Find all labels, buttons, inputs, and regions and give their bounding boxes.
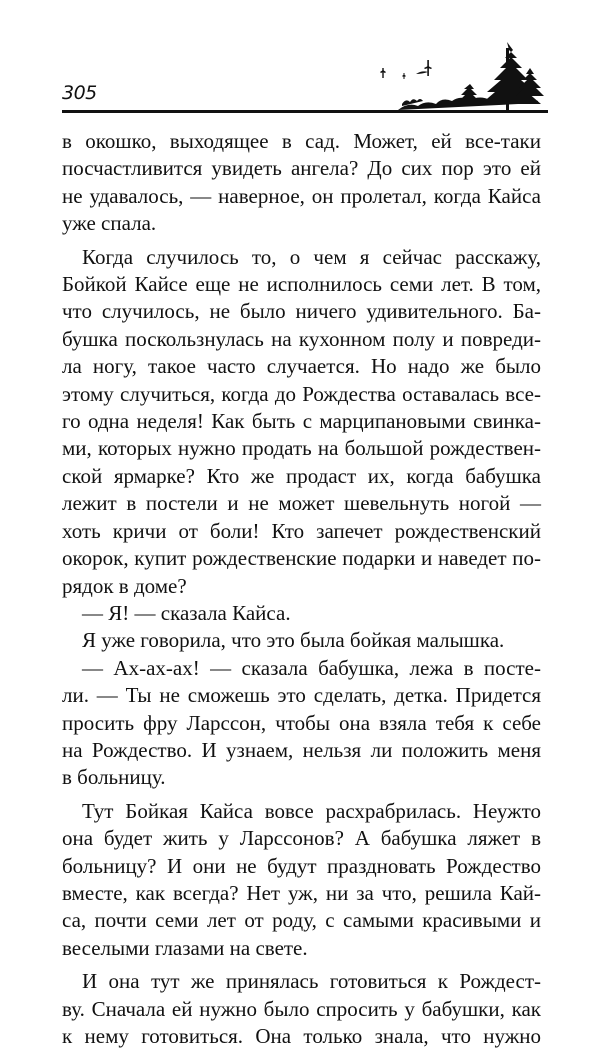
text-line: бушка поскользнулась на кухонном полу и повреди- <box>62 326 541 351</box>
pine-trees-and-birds-icon <box>358 38 548 112</box>
paragraph <box>62 798 541 962</box>
text-line: ской ярмарке? Кто же продаст их, когда бабушка <box>62 463 541 488</box>
text-line: са, почти семи лет от роду, с самыми красивыми и <box>62 908 541 933</box>
text-line: ву. Сначала ей нужно было спросить у бабушки, как <box>62 996 541 1021</box>
text-line: лежит в постели и не может шевельнуть ногой — <box>62 491 541 516</box>
text-line: больницу? И они не будут праздновать Рождество <box>62 853 541 878</box>
text-line: Я уже говорила, что это была бойкая малышка. <box>82 628 505 653</box>
text-line: хоть кричи от боли! Кто запечет рождественский <box>62 518 541 543</box>
paragraph <box>62 244 541 600</box>
text-line: не удавалось, — наверное, он пролетал, когда Кайса <box>62 183 541 208</box>
text-line: — Я! — сказала Кайса. <box>82 600 291 625</box>
text-line: — Ах-ах-ах! — сказала бабушка, лежа в посте- <box>82 655 541 680</box>
text-line: этому случиться, когда до Рождества оставалась все- <box>62 381 541 406</box>
text-line: на Рождество. И узнаем, нельзя ли положить меня <box>62 737 541 762</box>
text-line: что случилось, не было ничего удивительного. Ба- <box>62 299 541 324</box>
text-line: ли. — Ты не сможешь это сделать, детка. Придется <box>62 683 541 708</box>
text-line: вместе, как всегда? Нет уж, ни за что, решила Кай- <box>62 880 541 905</box>
text-line: Бойкой Кайсе еще не исполнилось семи лет. В том, <box>62 272 541 297</box>
text-line: она будет жить у Ларссонов? А бабушка ляжет в <box>62 826 541 851</box>
page-header <box>62 38 548 118</box>
paragraph <box>62 128 541 238</box>
text-line: в окошко, выходящее в сад. Может, ей все-таки <box>62 129 541 153</box>
text-line: ла ногу, такое часто случается. Но надо же было <box>62 354 541 379</box>
paragraph <box>62 600 541 627</box>
paragraph <box>62 968 541 1050</box>
text-line: окорок, купит рождественские подарки и наведет по- <box>62 546 541 571</box>
text-line: рядок в доме? <box>62 573 187 598</box>
text-line: посчастливится увидеть ангела? До сих пор это ей <box>62 156 541 181</box>
text-line: ми, которых нужно продать на большой рождествен- <box>62 436 541 461</box>
text-line: го одна неделя! Как быть с марципановыми свинка- <box>62 409 541 434</box>
text-line: уже спала. <box>62 211 157 236</box>
header-rule <box>62 110 548 113</box>
paragraph <box>62 655 541 792</box>
text-line: в больницу. <box>62 765 166 790</box>
paragraph <box>62 627 541 654</box>
text-line: к нему готовиться. Она только знала, что нужно <box>62 1024 541 1048</box>
text-line: веселыми глазами на свете. <box>62 935 308 960</box>
text-line: Когда случилось то, о чем я сейчас расскажу, <box>82 244 541 269</box>
text-line: И она тут же принялась готовиться к Рождест- <box>82 969 541 994</box>
text-line: просить фру Ларссон, чтобы она взяла тебя к себе <box>62 710 541 735</box>
text-line: Тут Бойкая Кайса вовсе расхрабрилась. Неужто <box>82 798 541 823</box>
page-number: 305 <box>62 82 97 104</box>
page-body <box>62 128 541 1050</box>
